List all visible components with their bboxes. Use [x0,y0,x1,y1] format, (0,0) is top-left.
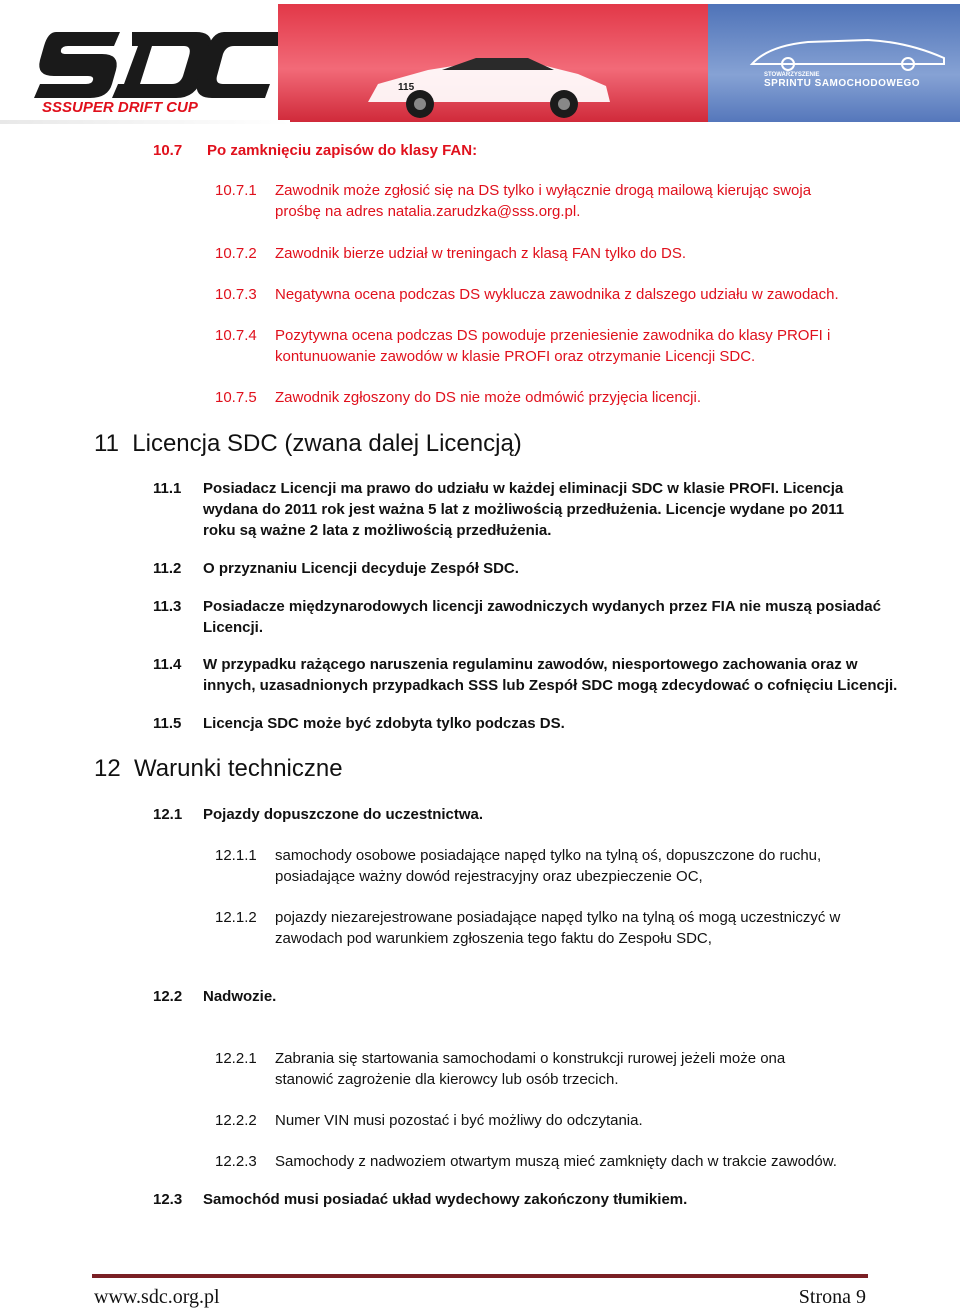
item-number: 12.2.3 [215,1153,257,1170]
item-number: 11.4 [153,656,182,673]
car-number: 115 [398,82,415,93]
logo-subtitle: SSSUPER DRIFT CUP [42,99,198,114]
header-banner [0,0,960,124]
heading-section-11: 11 Licencja SDC (zwana dalej Licencją) [94,430,522,457]
item-number: 12.1.1 [215,847,257,864]
item-number: 11.1 [153,480,182,497]
banner-photo [278,4,960,122]
item-number: 10.7.1 [215,182,257,199]
sponsor-name: SPRINTU SAMOCHODOWEGO [764,78,921,89]
item-number: 12.1 [153,806,183,823]
item-number: 12.1.2 [215,909,257,926]
heading-section-12: 12 Warunki techniczne [94,755,343,782]
item-text: Zabrania się startowania samochodami o konstrukcji rurowej jeżeli może ona stanowić zagrożenie dla kierowcy lub osób trzecich. [275,1050,786,1088]
item-number: 10.7.2 [215,245,257,262]
item-text: Posiadacze międzynarodowych licencji zawodniczych wydanych przez FIA nie muszą posiadać Licencji. [203,598,881,636]
item-text: Numer VIN musi pozostać i być możliwy do odczytania. [275,1112,643,1129]
item-text: Samochody z nadwoziem otwartym muszą mieć zamknięty dach w trakcie zawodów. [275,1153,837,1170]
footer-website: www.sdc.org.pl [94,1286,220,1308]
item-text: Pozytywna ocena podczas DS powoduje przeniesienie zawodnika do klasy PROFI i kontunuowanie zawodów w klasie PROFI oraz otrzymanie Licencji SDC. [275,327,831,365]
item-number: 11.2 [153,560,182,577]
item-number: 10.7.4 [215,327,257,344]
header-divider [0,120,290,124]
item-text: O przyznaniu Licencji decyduje Zespół SDC. [203,560,519,577]
sports-car-outline [748,34,948,74]
item-text: Nadwozie. [203,988,277,1005]
item-text: samochody osobowe posiadające napęd tylko na tylną oś, dopuszczone do ruchu, posiadające ważny dowód rejestracyjny oraz ubezpieczenie OC, [275,847,822,885]
item-number: 12.2 [153,988,183,1005]
item-text: Posiadacz Licencji ma prawo do udziału w każdej eliminacji SDC w klasie PROFI. Licencja wydana do 2011 rok jest ważna 5 lat z możliwością przedłużenia. Licencje wydane po 2011 roku są ważne 2 lata z możliwością przedłużenia. [203,480,845,539]
footer-page-number: Strona 9 [798,1286,866,1308]
item-number: 11.5 [153,715,182,732]
footer-divider [92,1274,868,1278]
sdc-logo [28,18,288,114]
item-text: Licencja SDC może być zdobyta tylko podczas DS. [203,715,565,732]
item-number: 12.2.2 [215,1112,257,1129]
item-number: 10.7.5 [215,389,257,406]
item-text: Zawodnik bierze udział w treningach z klasą FAN tylko do DS. [275,245,687,262]
section-title: Po zamknięciu zapisów do klasy FAN: [207,142,478,159]
item-text: Samochód musi posiadać układ wydechowy zakończony tłumikiem. [203,1191,688,1208]
item-number: 11.3 [153,598,182,615]
section-number: 10.7 [153,142,183,159]
sponsor-small: STOWARZYSZENIE [764,72,820,78]
item-number: 12.2.1 [215,1050,257,1067]
item-text: Pojazdy dopuszczone do uczestnictwa. [203,806,484,823]
item-number: 10.7.3 [215,286,257,303]
item-number: 12.3 [153,1191,183,1208]
item-text: Zawodnik zgłoszony do DS nie może odmówić przyjęcia licencji. [275,389,702,406]
item-text: Negatywna ocena podczas DS wyklucza zawodnika z dalszego udziału w zawodach. [275,286,839,303]
race-car-image [358,40,618,120]
item-text: pojazdy niezarejestrowane posiadające napęd tylko na tylną oś mogą uczestniczyć w zawodach pod warunkiem zgłoszenia tego faktu do Zespołu SDC, [275,909,841,947]
item-text: W przypadku rażącego naruszenia regulaminu zawodów, niesportowego zachowania oraz w innych, uzasadnionych przypadkach SSS lub Zespół SDC mogą zdecydować o cofnięciu Licencji. [203,656,898,694]
item-text: Zawodnik może zgłosić się na DS tylko i wyłącznie drogą mailową kierując swoja prośbę na adres natalia.zarudzka@sss.org.pl. [275,182,812,220]
